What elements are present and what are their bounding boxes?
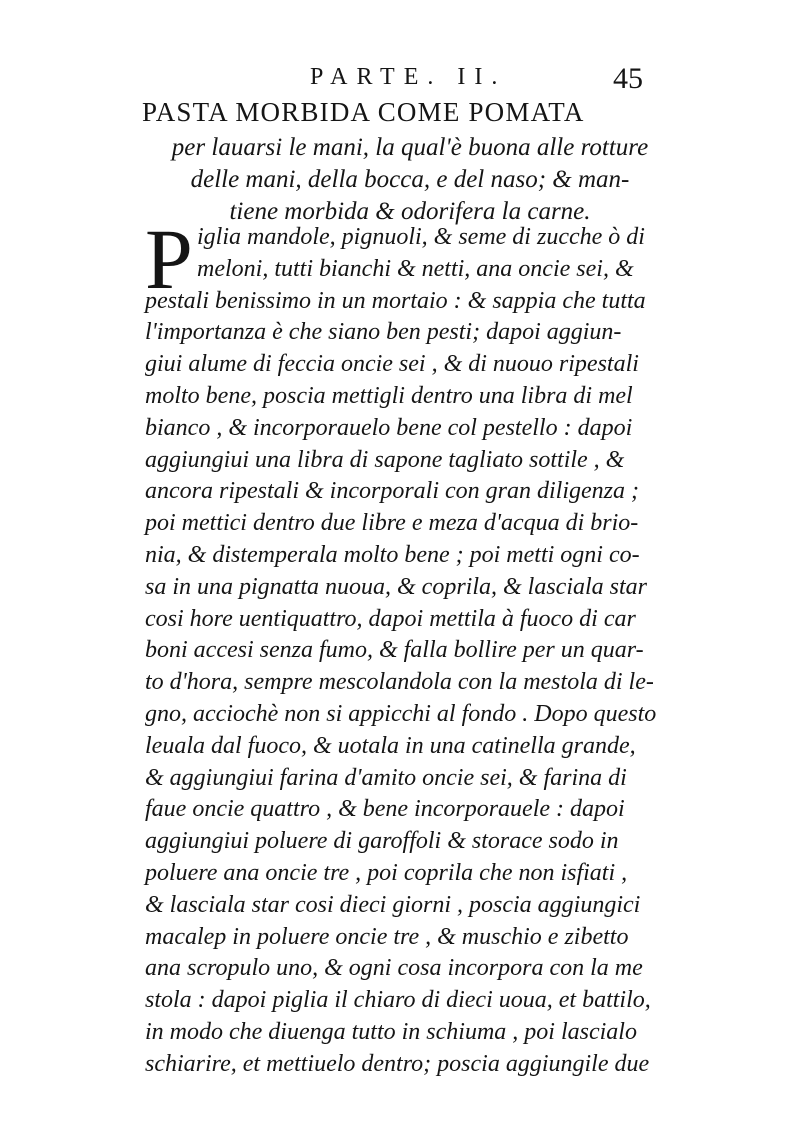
subtitle-line: tiene morbida & odorifera la carne. — [229, 198, 591, 225]
subtitle-line: delle mani, della bocca, e del naso; & man- — [190, 166, 630, 193]
recipe-subtitle — [150, 132, 670, 228]
drop-cap-letter: P — [145, 211, 193, 307]
body-line: boni accesi senza fumo, & falla bollire per un quar- — [145, 637, 644, 664]
body-line: in modo che diuenga tutto in schiuma , poi lascialo — [145, 1018, 637, 1045]
body-line: & aggiungiui farina d'amito oncie sei, & farina di — [145, 764, 627, 791]
body-line: pestali benissimo in un mortaio : & sappia che tutta — [145, 287, 646, 314]
recipe-heading: PASTA MORBIDA COME POMATA — [142, 97, 585, 127]
body-line: stola : dapoi piglia il chiaro di dieci uoua, et battilo, — [145, 987, 651, 1014]
page-number: 45 — [613, 62, 643, 95]
body-line: & lasciala star cosi dieci giorni , poscia aggiungici — [145, 891, 641, 918]
body-line: sa in una pignatta nuoua, & coprila, & lasciala star — [145, 573, 648, 600]
body-line: poluere ana oncie tre , poi coprila che non isfiati , — [145, 859, 628, 886]
body-line: molto bene, poscia mettigli dentro una libra di mel — [145, 382, 633, 409]
body-line: macalep in poluere oncie tre , & muschio e zibetto — [145, 923, 629, 950]
body-line: meloni, tutti bianchi & netti, ana oncie sei, & — [197, 255, 634, 282]
body-line: poi mettici dentro due libre e meza d'acqua di brio- — [145, 510, 639, 537]
body-line: faue oncie quattro , & bene incorporauele : dapoi — [145, 796, 625, 823]
body-line: gno, acciochè non si appicchi al fondo . Dopo questo — [145, 700, 657, 727]
subtitle-line: per lauarsi le mani, la qual'è buona alle rotture — [171, 134, 649, 161]
body-line: ana scropulo uno, & ogni cosa incorpora con la me — [145, 955, 643, 982]
body-line: l'importanza è che siano ben pesti; dapoi aggiun- — [145, 319, 622, 346]
body-line: to d'hora, sempre mescolandola con la mestola di le- — [145, 669, 654, 696]
body-line: iglia mandole, pignuoli, & seme di zucche ò di — [197, 224, 645, 250]
running-header — [140, 62, 680, 102]
body-line: schiarire, et mettiuelo dentro; poscia aggiungile due — [145, 1050, 650, 1077]
body-line: nia, & distemperala molto bene ; poi metti ogni co- — [145, 541, 640, 568]
body-line: bianco , & incorporauelo bene col pestello : dapoi — [145, 414, 633, 441]
body-line: cosi hore uentiquattro, dapoi mettila à fuoco di car — [145, 605, 636, 632]
body-line: ancora ripestali & incorporali con gran diligenza ; — [145, 478, 639, 505]
body-line: aggiungiui una libra di sapone tagliato sottile , & — [145, 446, 625, 473]
drop-cap — [145, 211, 197, 307]
body-line: leuala dal fuoco, & uotala in una catinella grande, — [145, 732, 636, 759]
body-line: aggiungiui poluere di garoffoli & storace sodo in — [145, 828, 619, 855]
body-line: giui alume di feccia oncie sei , & di nuouo ripestali — [145, 351, 639, 378]
running-title: PARTE. II. — [310, 64, 507, 90]
